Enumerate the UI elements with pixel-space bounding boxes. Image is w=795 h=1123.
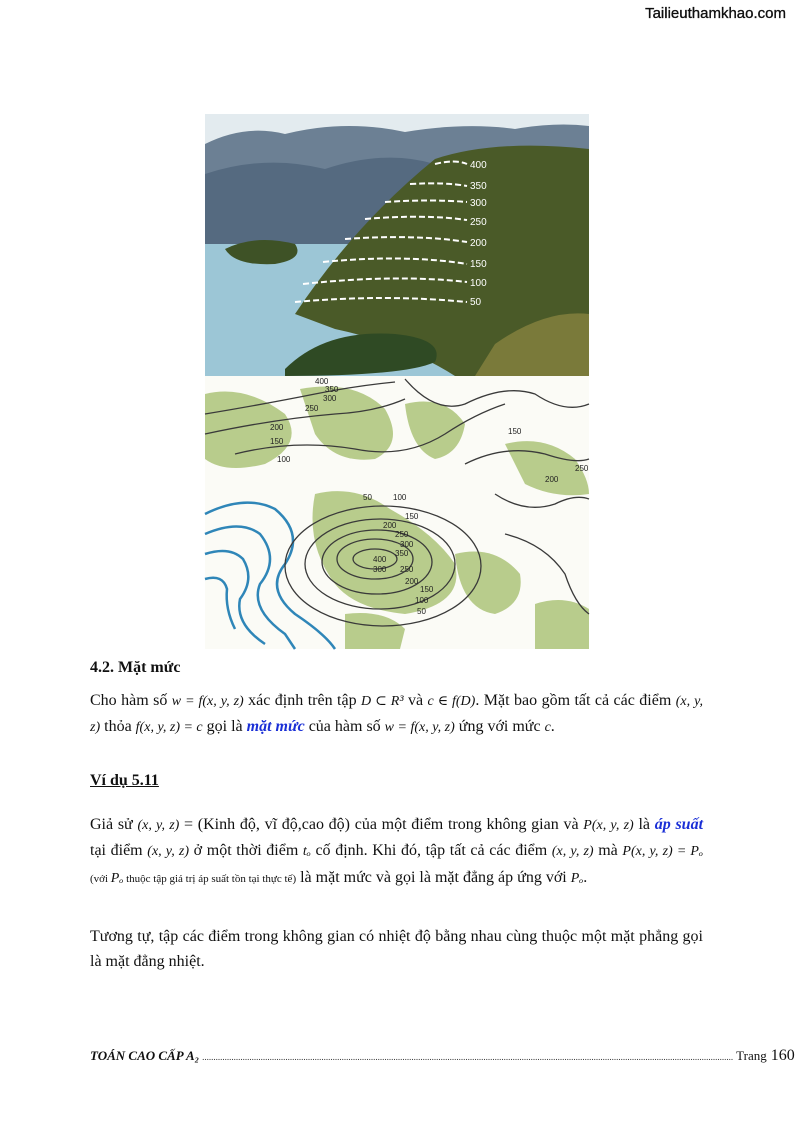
text-span: và xyxy=(403,692,428,709)
definition-paragraph xyxy=(90,688,703,740)
mountain-label: 150 xyxy=(470,259,487,270)
map-label: 300 xyxy=(400,540,414,549)
mountain-label: 200 xyxy=(470,238,487,249)
math-expression: f(x, y, z) = c xyxy=(135,720,203,735)
section-title: 4.2. Mặt mức xyxy=(90,659,181,676)
map-label: 250 xyxy=(395,530,409,539)
text-span: xác định trên tập xyxy=(243,692,362,709)
map-label: 300 xyxy=(323,394,337,403)
text-span: Giả sử xyxy=(90,816,138,833)
text-span: tại điểm xyxy=(90,842,148,859)
map-label: 100 xyxy=(393,493,407,502)
text-span: = (Kinh độ, vĩ độ,cao độ) của một điểm trong không gian và xyxy=(179,816,584,833)
page-label: Trang xyxy=(736,1048,767,1063)
mountain-label: 350 xyxy=(470,181,487,192)
contour-illustration xyxy=(205,114,589,649)
map-label: 150 xyxy=(405,512,419,521)
dot-leader: ............................................................................................................................................................................................................................................ xyxy=(202,1052,734,1062)
map-label: 350 xyxy=(395,549,409,558)
map-label: 50 xyxy=(417,607,426,616)
mountain-label: 400 xyxy=(470,160,487,171)
map-label: 250 xyxy=(575,464,589,473)
text-span: Cho hàm số xyxy=(90,692,172,709)
text-span: . xyxy=(550,718,555,735)
text-span: . Mặt bao gồm tất cả các điểm xyxy=(475,692,676,709)
map-label: 350 xyxy=(325,385,339,394)
small-note: (với xyxy=(90,873,111,885)
text-span: mà xyxy=(593,842,623,859)
map-label: 400 xyxy=(315,377,329,386)
text-span: ở một thời điểm xyxy=(189,842,303,859)
page-number: 160 xyxy=(770,1047,795,1064)
map-label: 100 xyxy=(415,596,429,605)
mountain-label: 250 xyxy=(470,217,487,228)
text-span: gọi là xyxy=(202,718,247,735)
example-paragraph xyxy=(90,812,703,892)
map-label: 200 xyxy=(545,475,559,484)
math-expression: c ∈ f(D) xyxy=(427,694,476,709)
map-label: 200 xyxy=(383,521,397,530)
highlighted-term: mặt mức xyxy=(246,718,305,735)
map-label: 250 xyxy=(400,565,414,574)
contour-illustration-svg xyxy=(205,114,589,649)
math-expression: (x, y, z) xyxy=(147,844,189,859)
map-label: 150 xyxy=(270,437,284,446)
page-footer xyxy=(90,1047,795,1065)
math-expression: tₒ xyxy=(302,844,311,859)
math-expression: D ⊂ R³ xyxy=(361,694,404,709)
text-span: ứng với mức xyxy=(454,718,545,735)
math-expression: w = f(x, y, z) xyxy=(171,694,244,709)
text-span: của hàm số xyxy=(304,718,385,735)
math-expression: (x, y, z) xyxy=(137,818,180,833)
math-expression: (x, y, z) xyxy=(551,844,594,859)
text-span: là mặt mức và gọi là mặt đẳng áp ứng với xyxy=(296,869,571,886)
text-span: cố định. Khi đó, tập tất cả các điểm xyxy=(310,842,552,859)
map-label: 50 xyxy=(363,493,372,502)
map-label: 250 xyxy=(305,404,319,413)
math-expression: Pₒ xyxy=(570,871,584,886)
map-label: 400 xyxy=(373,555,387,564)
text-span: . xyxy=(583,869,588,886)
map-label: 150 xyxy=(420,585,434,594)
map-label: 150 xyxy=(508,427,522,436)
mountain-label: 50 xyxy=(470,297,482,308)
map-label: 100 xyxy=(277,455,291,464)
course-title: TOÁN CAO CẤP A₂ xyxy=(90,1048,200,1063)
math-expression: P(x, y, z) = Pₒ xyxy=(622,844,703,859)
mountain-label: 300 xyxy=(470,198,487,209)
example-title: Ví dụ 5.11 xyxy=(90,772,159,789)
small-note: thuộc tập giá trị áp suất tồn tại thực tế) xyxy=(123,873,297,885)
math-expression: (x, y, z) xyxy=(90,694,704,735)
math-expression: Pₒ xyxy=(110,871,124,886)
text-span: thỏa xyxy=(100,718,136,735)
mountain-label: 100 xyxy=(470,278,487,289)
highlighted-term: áp suất xyxy=(654,816,704,833)
map-label: 200 xyxy=(405,577,419,586)
math-expression: P(x, y, z) xyxy=(583,818,634,833)
map-label: 300 xyxy=(373,565,387,574)
map-label: 200 xyxy=(270,423,284,432)
text-span: là xyxy=(633,816,655,833)
isothermal-paragraph: Tương tự, tập các điểm trong không gian có nhiệt độ bằng nhau cùng thuộc một mặt phẳng gọi là mặt đẳng nhiệt. xyxy=(90,928,703,970)
math-expression: w = f(x, y, z) xyxy=(384,720,455,735)
watermark: Tailieuthamkhao.com xyxy=(645,5,786,22)
math-expression: c xyxy=(544,720,551,735)
